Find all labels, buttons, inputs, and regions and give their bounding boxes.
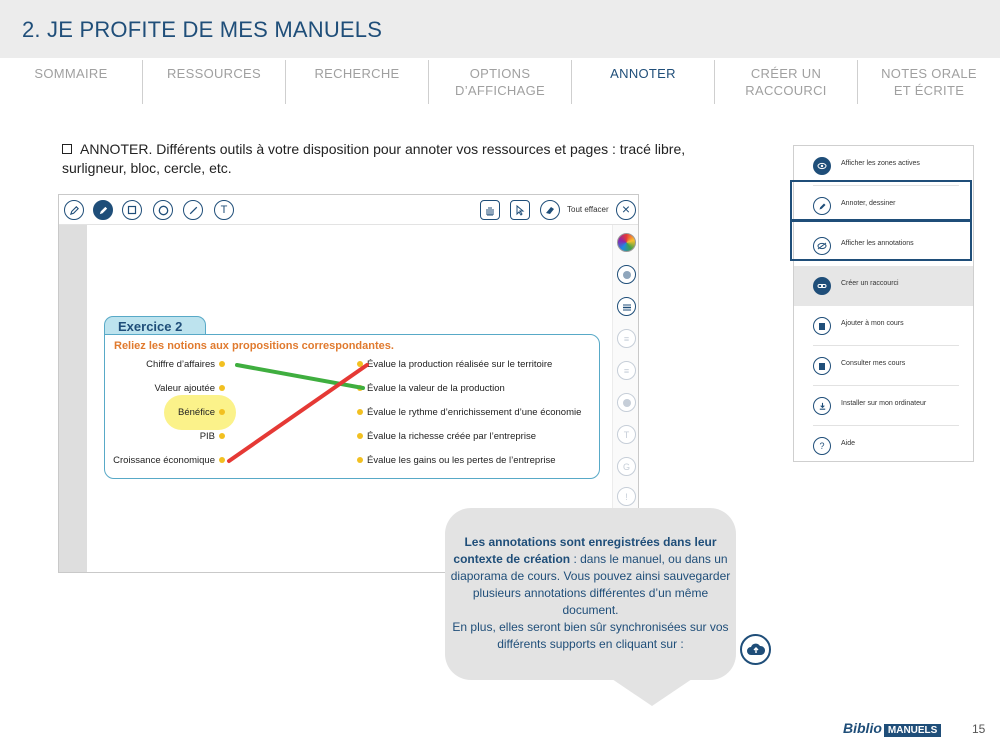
nav-item-options-affichage[interactable]: OPTIONS D’AFFICHAGE: [429, 60, 572, 104]
intro-text: ANNOTER. Différents outils à votre disposition pour annoter vos ressources et pages : tracé libre, surligneur, bloc, cercle, etc.: [62, 141, 686, 176]
page-number: 15: [972, 722, 986, 736]
link-line-red: [229, 365, 367, 461]
logo-box: MANUELS: [884, 724, 941, 737]
menu-item-label: Créer un raccourci: [841, 280, 899, 287]
bibliomanuels-logo: [843, 720, 941, 737]
menu-item-installer[interactable]: [794, 386, 973, 426]
page-title: 2. JE PROFITE DE MES MANUELS: [22, 17, 383, 42]
hand-icon[interactable]: [480, 200, 500, 220]
nav-item-recherche[interactable]: RECHERCHE: [286, 60, 429, 104]
text-icon[interactable]: T: [214, 200, 234, 220]
menu-item-label: Consulter mes cours: [841, 360, 906, 367]
info-icon[interactable]: !: [617, 487, 636, 506]
menu-item-creer-raccourci[interactable]: [794, 266, 973, 306]
logo-prefix: Biblio: [843, 720, 882, 736]
menu-item-aide[interactable]: [794, 426, 973, 466]
left-item: Valeur ajoutée: [154, 383, 215, 394]
color-palette-icon[interactable]: [617, 233, 636, 252]
fill-icon[interactable]: [617, 393, 636, 412]
list-style-icon[interactable]: ≡: [617, 361, 636, 380]
annotation-toolbar: [59, 195, 638, 225]
left-item: Croissance économique: [113, 455, 215, 466]
menu-item-label: Afficher les zones actives: [841, 160, 920, 167]
menu-item-ajouter-cours[interactable]: [794, 306, 973, 346]
font-icon[interactable]: G: [617, 457, 636, 476]
exercise-instruction: Reliez les notions aux propositions correspondantes.: [114, 340, 394, 352]
bubble-text: : dans le manuel, ou dans un diaporama de cours. Vous pouvez ainsi sauvegarder plusieurs annotations différentes d’un même document.: [450, 552, 731, 617]
info-bubble: [445, 508, 736, 680]
right-item: Évalue la production réalisée sur le territoire: [367, 359, 553, 370]
left-item: PIB: [199, 431, 215, 442]
eraser-icon[interactable]: [540, 200, 560, 220]
section-nav: [0, 60, 1000, 106]
bubble-tail: [612, 679, 692, 706]
pointer-icon[interactable]: [510, 200, 530, 220]
right-item: Évalue le rythme d’enrichissement d’une économie: [367, 407, 582, 418]
circle-icon[interactable]: [153, 200, 173, 220]
close-icon[interactable]: ×: [616, 200, 636, 220]
menu-item-label: Installer sur mon ordinateur: [841, 400, 927, 407]
exercise-title: Exercice 2: [104, 316, 206, 336]
exercise-box: [104, 334, 600, 479]
menu-item-label: Annoter, dessiner: [841, 200, 896, 207]
page-margin: [59, 225, 87, 572]
right-item: Évalue la valeur de la production: [367, 383, 505, 394]
line-style-icon[interactable]: ≡: [617, 329, 636, 348]
menu-item-consulter-cours[interactable]: [794, 346, 973, 386]
right-item: Évalue la richesse créée par l’entreprise: [367, 431, 536, 442]
marker-icon[interactable]: [93, 200, 113, 220]
link-lines: [105, 335, 601, 480]
help-icon: ?: [813, 437, 831, 455]
link-icon: [813, 277, 831, 295]
cloud-upload-icon[interactable]: [740, 634, 771, 665]
bubble-text-sync: En plus, elles seront bien sûr synchronisées sur vos différents supports en cliquant sur :: [452, 620, 729, 651]
nav-item-notes-orale-ecrite[interactable]: NOTES ORALE ET ÉCRITE: [881, 66, 977, 98]
nav-item-annoter[interactable]: ANNOTER: [572, 60, 715, 104]
left-item: Bénéfice: [178, 407, 215, 418]
menu-focus-frame: [790, 220, 972, 261]
nav-item-sommaire[interactable]: SOMMAIRE: [0, 60, 143, 104]
download-icon: [813, 397, 831, 415]
course-icon: [813, 357, 831, 375]
square-icon[interactable]: [122, 200, 142, 220]
slide-header: [0, 0, 1000, 58]
text-size-icon[interactable]: T: [617, 425, 636, 444]
nav-item-ressources[interactable]: RESSOURCES: [143, 60, 286, 104]
link-line-green: [237, 365, 363, 388]
nav-item-creer-raccourci[interactable]: CRÉER UN RACCOURCI: [715, 60, 858, 104]
menu-item-label: Aide: [841, 440, 856, 447]
erase-all-button[interactable]: Tout effacer: [567, 205, 609, 214]
menu-item-label: Afficher les annotations: [841, 240, 914, 247]
add-course-icon: [813, 317, 831, 335]
left-item: Chiffre d’affaires: [146, 359, 215, 370]
intro-paragraph: [62, 140, 702, 178]
stroke-width-icon[interactable]: [617, 297, 636, 316]
menu-focus-frame: [790, 180, 972, 221]
right-item: Évalue les gains ou les pertes de l’entreprise: [367, 455, 556, 466]
line-icon[interactable]: [183, 200, 203, 220]
opacity-icon[interactable]: [617, 265, 636, 284]
checkbox-bullet-icon: [62, 144, 72, 154]
pencil-icon[interactable]: [64, 200, 84, 220]
bubble-bold-text: Les annotations sont enregistrées dans leur contexte de création: [453, 535, 717, 566]
menu-item-label: Ajouter à mon cours: [841, 320, 904, 327]
eye-icon: [813, 157, 831, 175]
